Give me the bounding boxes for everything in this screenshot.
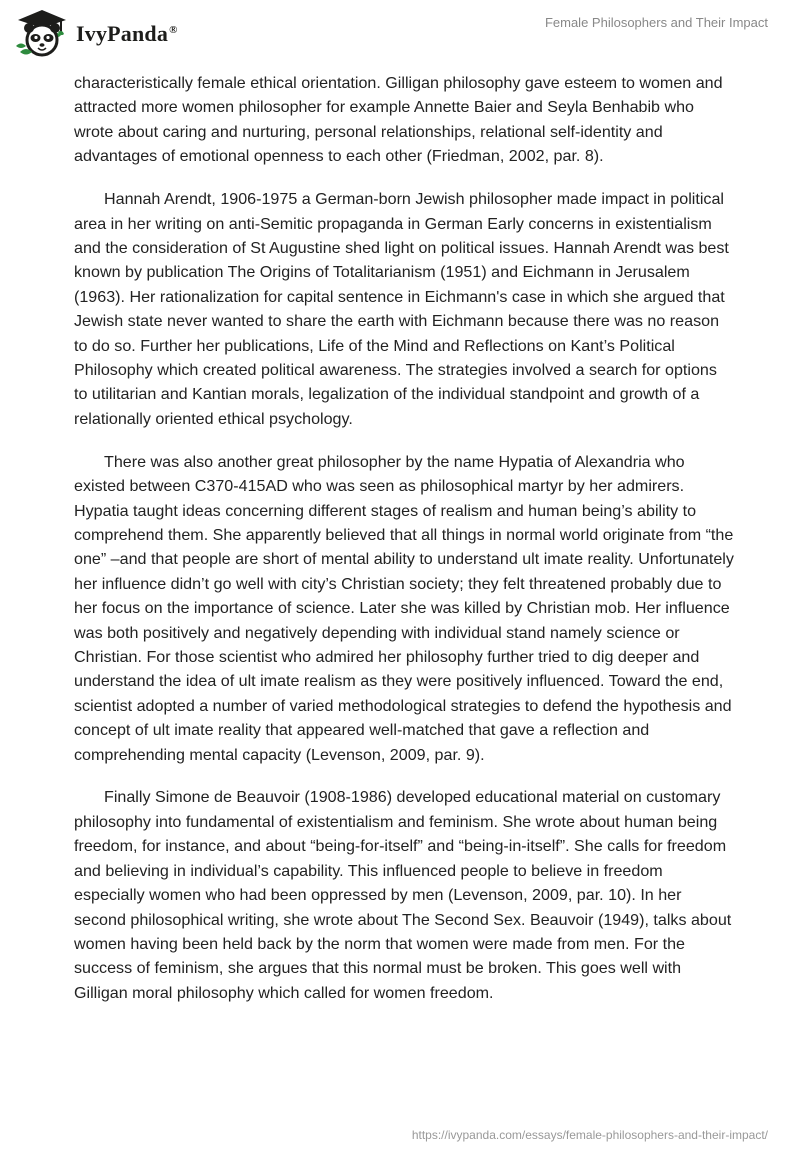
logo-wordmark: IvyPanda (76, 21, 169, 46)
paragraph-hypatia: There was also another great philosopher by the name Hypatia of Alexandria who existed between C370-415AD who was seen as philosophical martyr by her admirers. Hypatia taught ideas concerning different stages of realism and human being’s ability to comprehend them. She apparently believed that all things in normal world originate from “the one” –and that people are short of mental ability to understand ult imate reality. Unfortunately her influence didn’t go well with city’s Christian society; they felt threatened probably due to her focus on the importance of science. Later she was killed by Christian mob. Her influence was both positively and negatively depending with individual stand namely science or Christian. For those scientist who admired her philosophy further tried to dig deeper and understand the idea of ult imate realism as they were positively influenced. Toward the end, scientist adopted a number of varied methodological strategies to defend the hypothesis and concept of ult imate reality that appeared well-matched that gave a reflection and comprehending mental capacity (Levenson, 2009, par. 9). (74, 452, 734, 764)
essay-body (74, 71, 734, 1024)
panda-graduate-icon (14, 8, 70, 60)
ivypanda-logo[interactable] (14, 8, 178, 60)
page-header (0, 0, 800, 70)
paragraph-simone-de-beauvoir: Finally Simone de Beauvoir (1908-1986) developed educational material on customary philosophy into fundamental of existentialism and feminism. She wrote about human being freedom, for instance, and about “being-for-itself” and “being-in-itself”. She calls for freedom and believing in individual’s capability. This influenced people to believe in freedom especially women who had been oppressed by men (Levenson, 2009, par. 10). In her second philosophical writing, she wrote about The Second Sex. Beauvoir (1949), talks about women having been held back by the norm that women were made from men. For the success of feminism, she argues that this normal must be broken. This goes well with Gilligan moral philosophy which called for women freedom. (74, 788, 732, 1002)
registered-mark: ® (169, 23, 178, 36)
document-title: Female Philosophers and Their Impact (544, 15, 768, 30)
source-url[interactable]: https://ivypanda.com/essays/female-philosophers-and-their-impact/ (411, 1128, 768, 1142)
paragraph-hannah-arendt: Hannah Arendt, 1906-1975 a German-born Jewish philosopher made impact in political area in her writing on anti-Semitic propaganda in German Early concerns in existentialism and the consideration of St Augustine shed light on political issues. Hannah Arendt was best known by publication The Origins of Totalitarianism (1951) and Eichmann in Jerusalem (1963). Her rationalization for capital sentence in Eichmann's case in which she argued that Jewish state never wanted to share the earth with Eichmann because there was no reason to do so. Further her publications, Life of the Mind and Reflections on Kant’s Political Philosophy which created political awareness. The strategies involved a search for options to utilitarian and Kantian morals, legalization of the individual standpoint and growth of a relationally oriented ethical psychology. (74, 190, 729, 428)
paragraph-continuation: characteristically female ethical orientation. Gilligan philosophy gave esteem to women and attracted more women philosopher for example Annette Baier and Seyla Benhabib who wrote about caring and nurturing, personal relationships, relational self-identity and advantages of emotional openness to each other (Friedman, 2002, par. 8). (74, 74, 723, 166)
